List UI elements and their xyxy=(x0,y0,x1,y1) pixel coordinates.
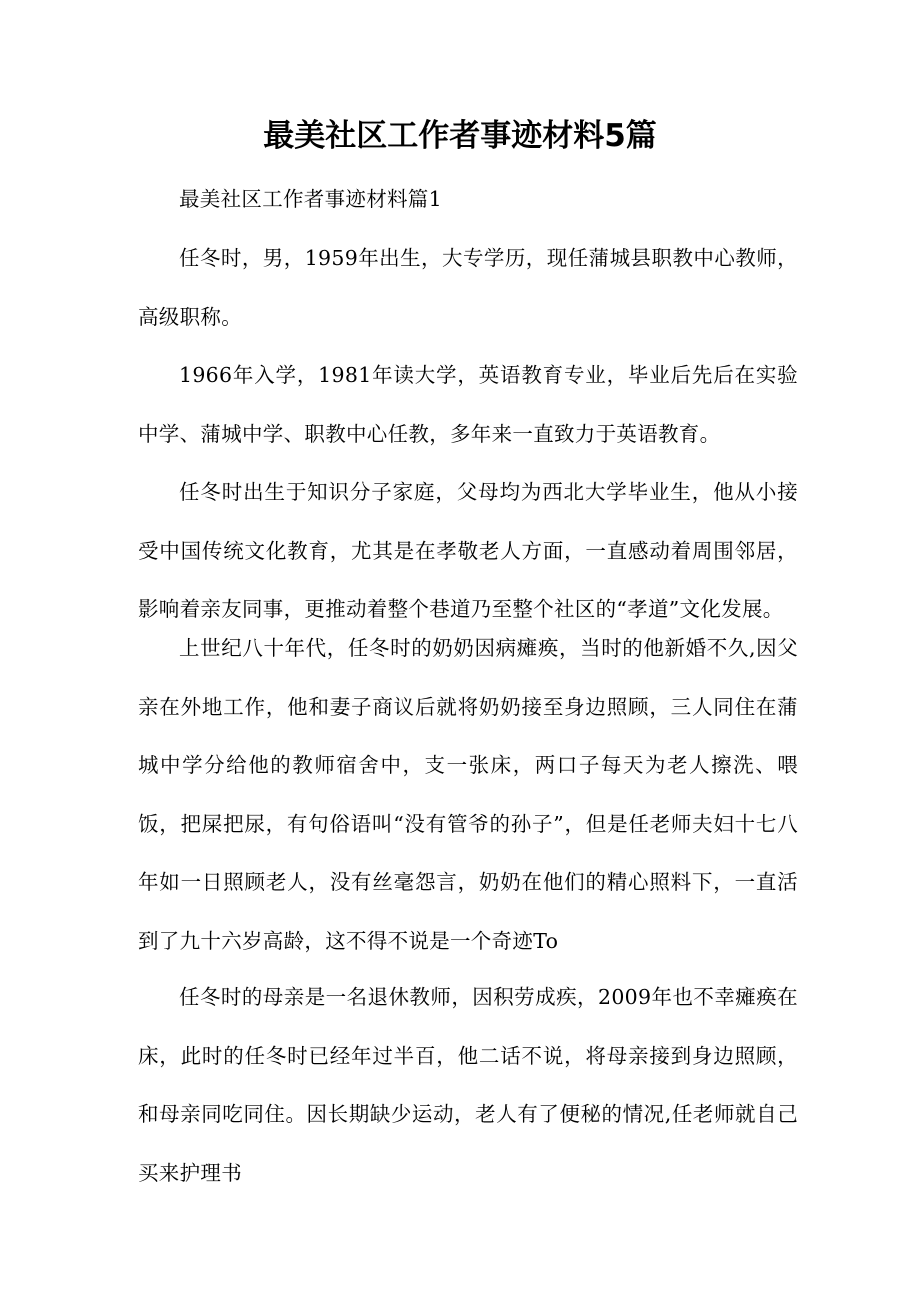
paragraph-5: 任冬时的母亲是一名退休教师，因积劳成疾，2009年也不幸瘫痪在床，此时的任冬时已经年过半百，他二话不说，将母亲接到身边照顾，和母亲同吃同住。因长期缺少运动，老人有了便秘的情况,任老师就自己买来护理书 xyxy=(138,985,798,1185)
paragraph-3: 任冬时出生于知识分子家庭，父母均为西北大学毕业生，他从小接受中国传统文化教育，尤其是在孝敬老人方面，一直感动着周围邻居，影响着亲友同事，更推动着整个巷道乃至整个社区的“孝道”文化发展。 xyxy=(138,480,798,621)
paragraph-1: 任冬时，男，1959年出生，大专学历，现任蒲城县职教中心教师，高级职称。 xyxy=(138,246,798,329)
paragraph-2: 1966年入学，1981年读大学，英语教育专业，毕业后先后在实验中学、蒲城中学、职教中心任教，多年来一直致力于英语教育。 xyxy=(138,363,798,446)
paragraph-4: 上世纪八十年代，任冬时的奶奶因病瘫痪，当时的他新婚不久,因父亲在外地工作，他和妻子商议后就将奶奶接至身边照顾，三人同住在蒲城中学分给他的教师宿舍中，支一张床，两口子每天为老人擦洗、喂饭，把屎把尿，有句俗语叫“没有管爷的孙子”，但是任老师夫妇十七八年如一日照顾老人，没有丝毫怨言，奶奶在他们的精心照料下，一直活到了九十六岁高龄，这不得不说是一个奇迹To xyxy=(138,636,798,953)
document-title: 最美社区工作者事迹材料5篇 xyxy=(263,118,657,154)
section-heading: 最美社区工作者事迹材料篇1 xyxy=(179,187,442,211)
